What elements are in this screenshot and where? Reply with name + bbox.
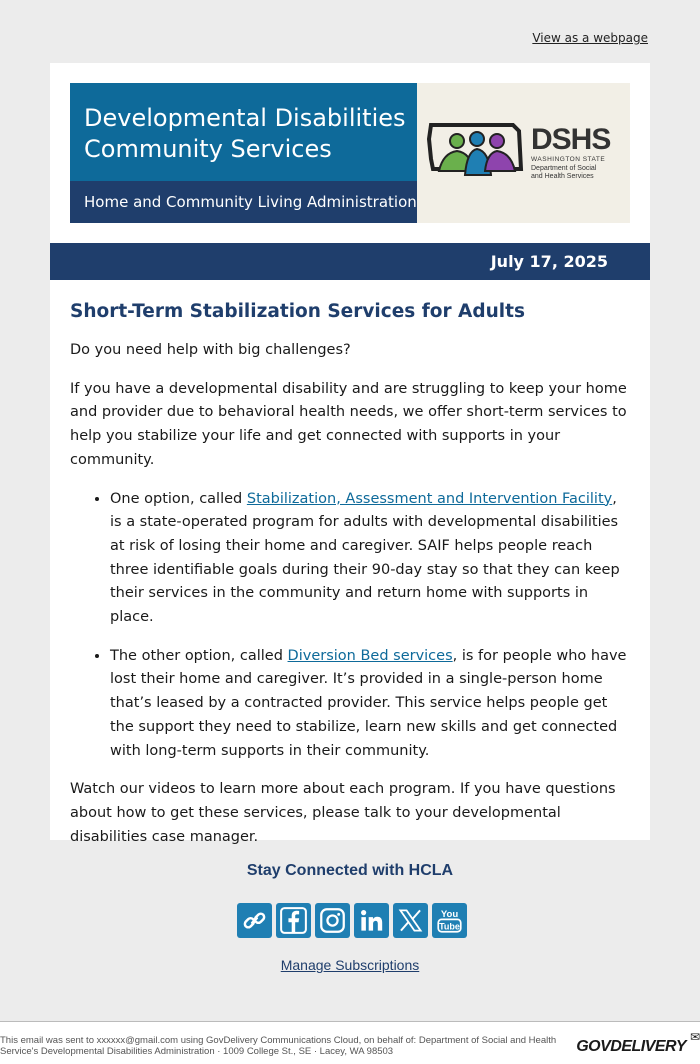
article-body <box>70 299 632 864</box>
facebook-icon[interactable] <box>276 903 311 938</box>
issue-date: July 17, 2025 <box>490 252 608 271</box>
youtube-icon[interactable] <box>432 903 467 938</box>
x-icon[interactable] <box>393 903 428 938</box>
view-as-webpage-link[interactable]: View as a webpage <box>532 31 648 45</box>
top-bar <box>0 0 700 63</box>
banner-subtitle: Home and Community Living Administration <box>70 181 417 223</box>
diversion-bed-link[interactable]: Diversion Bed services <box>287 647 453 664</box>
dshs-logo-panel <box>417 83 630 223</box>
article-intro: Do you need help with big challenges? <box>70 342 351 358</box>
social-icons <box>237 903 467 938</box>
envelope-icon: ✉ <box>689 1030 700 1044</box>
dshs-wordmark: DSHS <box>531 123 611 156</box>
dshs-subtext: WASHINGTON STATE Department of Social and Health Services <box>531 156 606 180</box>
email-card <box>50 63 650 845</box>
list-item: • The other option, called Diversion Bed services, is for people who have lost their home and caregiver. It’s provided in a single-person home that’s leased by a contracted provider. This service helps people get the support they need to stabilize, learn new skills and get connected with long-term supports in their community. <box>110 645 632 764</box>
svg-text:Tube: Tube <box>439 921 460 932</box>
stay-connected-heading: Stay Connected with HCLA <box>246 862 454 879</box>
saif-link[interactable]: Stabilization, Assessment and Intervention Facility <box>246 490 613 507</box>
manage-subscriptions-link[interactable]: Manage Subscriptions <box>280 957 420 973</box>
instagram-icon[interactable] <box>315 903 350 938</box>
footer <box>0 1022 700 1064</box>
manage-subscriptions <box>0 957 700 973</box>
govdelivery-logo[interactable]: GOVDELIVERY <box>576 1038 686 1055</box>
options-list <box>70 488 632 764</box>
svg-text:You: You <box>440 909 459 921</box>
banner-title-panel <box>70 83 417 223</box>
list-item: • One option, called Stabilization, Assessment and Intervention Facility, is a state-operated program for adults with developmental disabilities at risk of losing their home and caregiver. SAIF helps people reach three identifiable goals during their 90-day stay so that they can keep their services in the community and return home with supports in place. <box>110 488 632 630</box>
article-paragraph: If you have a developmental disability and are struggling to keep your home and provider due to behavioral health needs, we offer short-term services to help you stabilize your life and get connected with supports in your community. <box>70 380 627 468</box>
banner <box>70 83 630 223</box>
article-paragraph: Watch our videos to learn more about each program. If you have questions about how to get these services, please talk to your developmental disabilities case manager. <box>70 781 616 845</box>
banner-title: Developmental Disabilities Community Services <box>84 104 406 163</box>
date-bar <box>50 243 650 280</box>
link-icon[interactable] <box>237 903 272 938</box>
dshs-logo-icon <box>427 119 527 183</box>
footer-disclaimer: This email was sent to xxxxxx@gmail.com using GovDelivery Communications Cloud, on behalf of: Department of Social and Health Service's Developmental Disabilities Administration · 1009 College St., SE · Lacey, WA 98503 <box>0 1035 557 1057</box>
linkedin-icon[interactable] <box>354 903 389 938</box>
article-title: Short-Term Stabilization Services for Adults <box>70 301 525 322</box>
